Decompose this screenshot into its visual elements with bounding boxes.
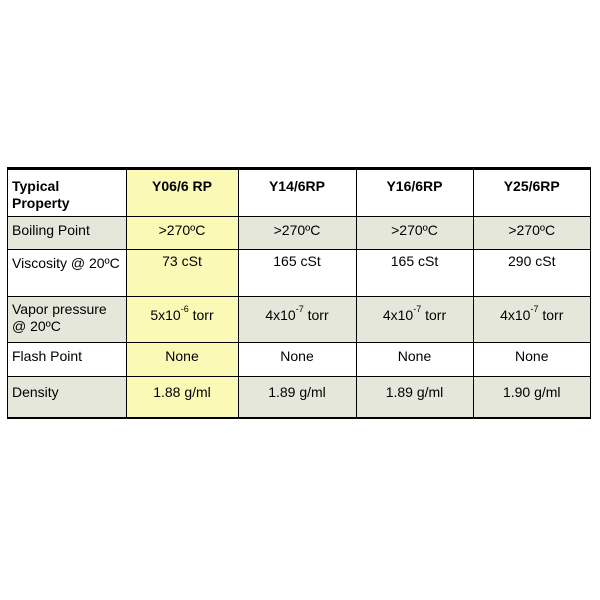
cell-viscosity-y16: 165 cSt [356, 250, 473, 296]
vapor-y16-base: 4x10 [382, 306, 414, 323]
column-header-property-line1: Typical [12, 178, 60, 194]
cell-viscosity-y25: 290 cSt [473, 250, 590, 296]
column-header-property-line2: Property [12, 195, 70, 211]
cell-boiling-y16: >270ºC [356, 216, 473, 249]
row-label-flash-point: Flash Point [8, 342, 126, 376]
cell-vapor-y16 [356, 296, 473, 342]
row-label-viscosity: Viscosity @ 20ºC [8, 250, 126, 296]
vapor-y16-exp: -7 [413, 303, 422, 314]
vapor-y16-unit: torr [421, 306, 447, 323]
table-row-boiling-point [8, 216, 590, 249]
property-table [8, 170, 590, 417]
cell-vapor-y14 [238, 296, 356, 342]
cell-flash-y14: None [238, 342, 356, 376]
row-label-density: Density [8, 377, 126, 417]
cell-density-y06: 1.88 g/ml [126, 377, 238, 417]
column-header-y16: Y16/6RP [356, 170, 473, 216]
table-row-flash-point [8, 342, 590, 376]
cell-vapor-y25 [473, 296, 590, 342]
property-table-frame [7, 167, 591, 419]
cell-density-y16: 1.89 g/ml [356, 377, 473, 417]
column-header-property [8, 170, 126, 216]
cell-boiling-y14: >270ºC [238, 216, 356, 249]
column-header-y25: Y25/6RP [473, 170, 590, 216]
row-label-vapor-pressure: Vapor pressure @ 20ºC [8, 296, 126, 342]
vapor-y25-unit: torr [538, 306, 564, 323]
cell-vapor-y06 [126, 296, 238, 342]
vapor-y25-base: 4x10 [500, 306, 531, 323]
cell-flash-y25: None [473, 342, 590, 376]
cell-flash-y06: None [126, 342, 238, 376]
cell-density-y14: 1.89 g/ml [238, 377, 356, 417]
cell-density-y25: 1.90 g/ml [473, 377, 590, 417]
cell-flash-y16: None [356, 342, 473, 376]
vapor-y06-base: 5x10 [150, 306, 181, 323]
table-row-vapor-pressure [8, 296, 590, 342]
table-row-density [8, 377, 590, 417]
column-header-y06: Y06/6 RP [126, 170, 238, 216]
cell-boiling-y25: >270ºC [473, 216, 590, 249]
vapor-y06-exp: -6 [180, 303, 189, 314]
vapor-y14-base: 4x10 [265, 306, 296, 323]
row-label-boiling-point: Boiling Point [8, 216, 126, 249]
column-header-y14: Y14/6RP [238, 170, 356, 216]
vapor-y14-exp: -7 [295, 303, 304, 314]
cell-viscosity-y14: 165 cSt [238, 250, 356, 296]
vapor-y25-exp: -7 [530, 303, 539, 314]
cell-viscosity-y06: 73 cSt [126, 250, 238, 296]
cell-boiling-y06: >270ºC [126, 216, 238, 249]
table-header-row [8, 170, 590, 216]
table-row-viscosity [8, 250, 590, 296]
vapor-y06-unit: torr [188, 306, 214, 323]
vapor-y14-unit: torr [303, 306, 329, 323]
